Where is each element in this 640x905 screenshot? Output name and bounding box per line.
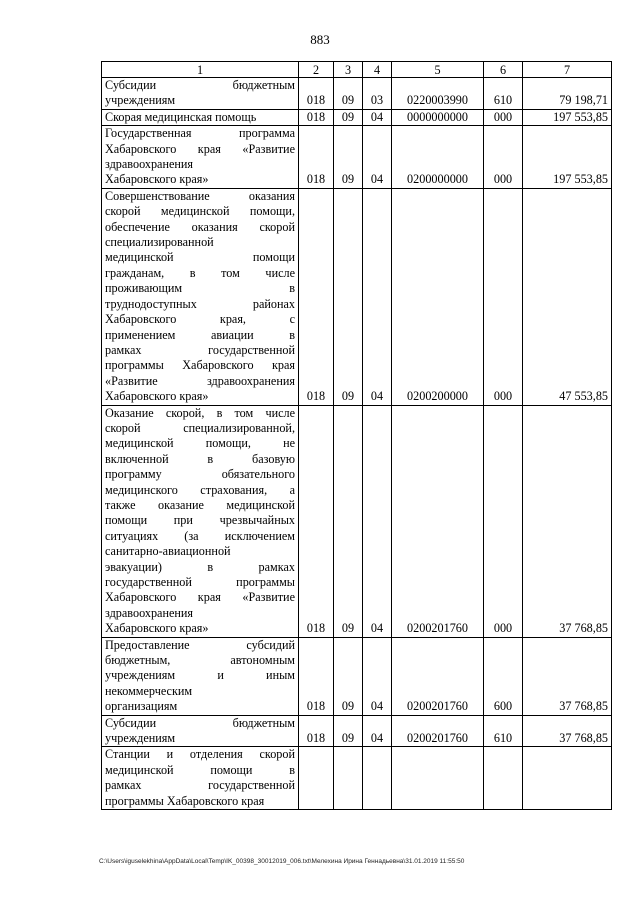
- row-name-cell: [102, 715, 299, 747]
- expense-type-cell: [484, 747, 523, 810]
- table-row: [102, 78, 612, 110]
- subsection-code-cell: [363, 747, 392, 810]
- row-name-line: некоммерческим: [105, 683, 193, 698]
- ministry-code-cell: 018: [299, 715, 334, 747]
- row-name-line: программы Хабаровского края: [105, 358, 295, 373]
- row-name-line: Совершенствование оказания: [105, 188, 295, 203]
- subsection-code-cell: 04: [363, 126, 392, 189]
- section-code-cell: 09: [334, 405, 363, 637]
- row-name-line: рамках государственной: [105, 778, 295, 793]
- row-name-cell: [102, 109, 299, 125]
- section-code-cell: 09: [334, 109, 363, 125]
- subsection-code-cell: 04: [363, 637, 392, 715]
- section-code-cell: 09: [334, 715, 363, 747]
- ministry-code-cell: 018: [299, 188, 334, 405]
- amount-cell: 37 768,85: [523, 637, 612, 715]
- expense-type-cell: 610: [484, 715, 523, 747]
- table-row: [102, 188, 612, 405]
- row-name-line: Хабаровского края «Развитие: [105, 590, 295, 605]
- subsection-code-cell: 04: [363, 109, 392, 125]
- subsection-code-cell: 04: [363, 715, 392, 747]
- amount-cell: [523, 747, 612, 810]
- row-name-line: эвакуации) в рамках: [105, 559, 295, 574]
- amount-cell: 47 553,85: [523, 188, 612, 405]
- row-name-line: Хабаровского края»: [105, 621, 209, 636]
- amount-cell: 197 553,85: [523, 109, 612, 125]
- row-name-line: помощи при чрезвычайных: [105, 513, 295, 528]
- column-header: 5: [392, 62, 484, 78]
- section-code-cell: 09: [334, 637, 363, 715]
- row-name-line: Субсидии бюджетным: [105, 78, 295, 92]
- row-name-line: обеспечение оказания скорой: [105, 219, 295, 234]
- ministry-code-cell: 018: [299, 637, 334, 715]
- target-article-cell: 0200000000: [392, 126, 484, 189]
- row-name-line: медицинской помощи в: [105, 762, 295, 777]
- row-name-line: программу обязательного: [105, 467, 295, 482]
- target-article-cell: 0200201760: [392, 637, 484, 715]
- expense-type-cell: 000: [484, 126, 523, 189]
- row-name-line: Хабаровского края «Развитие: [105, 141, 295, 156]
- ministry-code-cell: [299, 747, 334, 810]
- row-name-cell: [102, 637, 299, 715]
- row-name-line: «Развитие здравоохранения: [105, 373, 295, 388]
- file-path-footer: C:\Users\iguselekhina\AppData\Local\Temp\IK_00398_30012019_006.txt\Мелехина Ирина Геннадьевна\31.01.2019 11:55:50: [99, 858, 465, 865]
- row-name-line: включенной в базовую: [105, 451, 295, 466]
- row-name-line: здравоохранения: [105, 157, 194, 172]
- row-name-line: организациям: [105, 699, 178, 714]
- budget-table: [101, 61, 612, 810]
- column-header: 4: [363, 62, 392, 78]
- row-name-line: Хабаровского края»: [105, 389, 209, 404]
- column-header: 3: [334, 62, 363, 78]
- row-name-cell: [102, 747, 299, 810]
- row-name-line: программы Хабаровского края: [105, 793, 265, 808]
- table-row: [102, 405, 612, 637]
- row-name-line: учреждениям: [105, 93, 176, 108]
- row-name-line: рамках государственной: [105, 342, 295, 357]
- subsection-code-cell: 04: [363, 405, 392, 637]
- row-name-line: Хабаровского края, с: [105, 312, 295, 327]
- expense-type-cell: 000: [484, 188, 523, 405]
- subsection-code-cell: 03: [363, 78, 392, 110]
- row-name-line: бюджетным, автономным: [105, 653, 295, 668]
- row-name-line: учреждениям и иным: [105, 668, 295, 683]
- row-name-line: государственной программы: [105, 575, 295, 589]
- row-name-line: Станции и отделения скорой: [105, 747, 295, 762]
- ministry-code-cell: 018: [299, 78, 334, 110]
- column-header: 1: [102, 62, 299, 78]
- subsection-code-cell: 04: [363, 188, 392, 405]
- table-body: [102, 78, 612, 810]
- row-name-line: медицинской помощи: [105, 250, 295, 265]
- table-row: [102, 715, 612, 747]
- row-name-line: Субсидии бюджетным: [105, 715, 295, 730]
- section-code-cell: 09: [334, 78, 363, 110]
- column-header: 7: [523, 62, 612, 78]
- row-name-line: Предоставление субсидий: [105, 637, 295, 652]
- page-number: 883: [310, 32, 330, 47]
- row-name-cell: [102, 188, 299, 405]
- row-name-line: Хабаровского края»: [105, 172, 209, 187]
- row-name-line: скорой специализированной,: [105, 420, 295, 435]
- expense-type-cell: 600: [484, 637, 523, 715]
- table-row: [102, 637, 612, 715]
- row-name-line: гражданам, в том числе: [105, 265, 295, 280]
- row-name-line: проживающим в: [105, 281, 295, 296]
- expense-type-cell: 610: [484, 78, 523, 110]
- row-name-line: скорой медицинской помощи,: [105, 204, 295, 219]
- row-name-line: медицинского страхования, а: [105, 482, 295, 497]
- ministry-code-cell: 018: [299, 126, 334, 189]
- table-header-row: [102, 62, 612, 78]
- column-header: 2: [299, 62, 334, 78]
- row-name-line: Государственная программа: [105, 126, 295, 141]
- table-row: [102, 747, 612, 810]
- row-name-cell: [102, 405, 299, 637]
- target-article-cell: 0200201760: [392, 715, 484, 747]
- target-article-cell: 0220003990: [392, 78, 484, 110]
- ministry-code-cell: 018: [299, 405, 334, 637]
- row-name-line: учреждениям: [105, 731, 176, 746]
- section-code-cell: 09: [334, 126, 363, 189]
- section-code-cell: 09: [334, 188, 363, 405]
- row-name-line: Скорая медицинская помощь: [105, 109, 257, 124]
- column-header: 6: [484, 62, 523, 78]
- amount-cell: 37 768,85: [523, 405, 612, 637]
- section-code-cell: [334, 747, 363, 810]
- amount-cell: 197 553,85: [523, 126, 612, 189]
- target-article-cell: 0200201760: [392, 405, 484, 637]
- expense-type-cell: 000: [484, 405, 523, 637]
- row-name-line: ситуациях (за исключением: [105, 528, 295, 543]
- row-name-cell: [102, 78, 299, 110]
- row-name-line: медицинской помощи, не: [105, 436, 295, 451]
- row-name-line: специализированной: [105, 235, 214, 250]
- row-name-line: труднодоступных районах: [105, 296, 295, 311]
- target-article-cell: 0000000000: [392, 109, 484, 125]
- row-name-line: санитарно-авиационной: [105, 544, 231, 559]
- row-name-line: также оказание медицинской: [105, 497, 295, 512]
- ministry-code-cell: 018: [299, 109, 334, 125]
- amount-cell: 37 768,85: [523, 715, 612, 747]
- target-article-cell: 0200200000: [392, 188, 484, 405]
- row-name-line: применением авиации в: [105, 327, 295, 342]
- table-row: [102, 109, 612, 125]
- target-article-cell: [392, 747, 484, 810]
- row-name-cell: [102, 126, 299, 189]
- row-name-line: здравоохранения: [105, 605, 194, 620]
- table-row: [102, 126, 612, 189]
- expense-type-cell: 000: [484, 109, 523, 125]
- row-name-line: Оказание скорой, в том числе: [105, 405, 295, 420]
- amount-cell: 79 198,71: [523, 78, 612, 110]
